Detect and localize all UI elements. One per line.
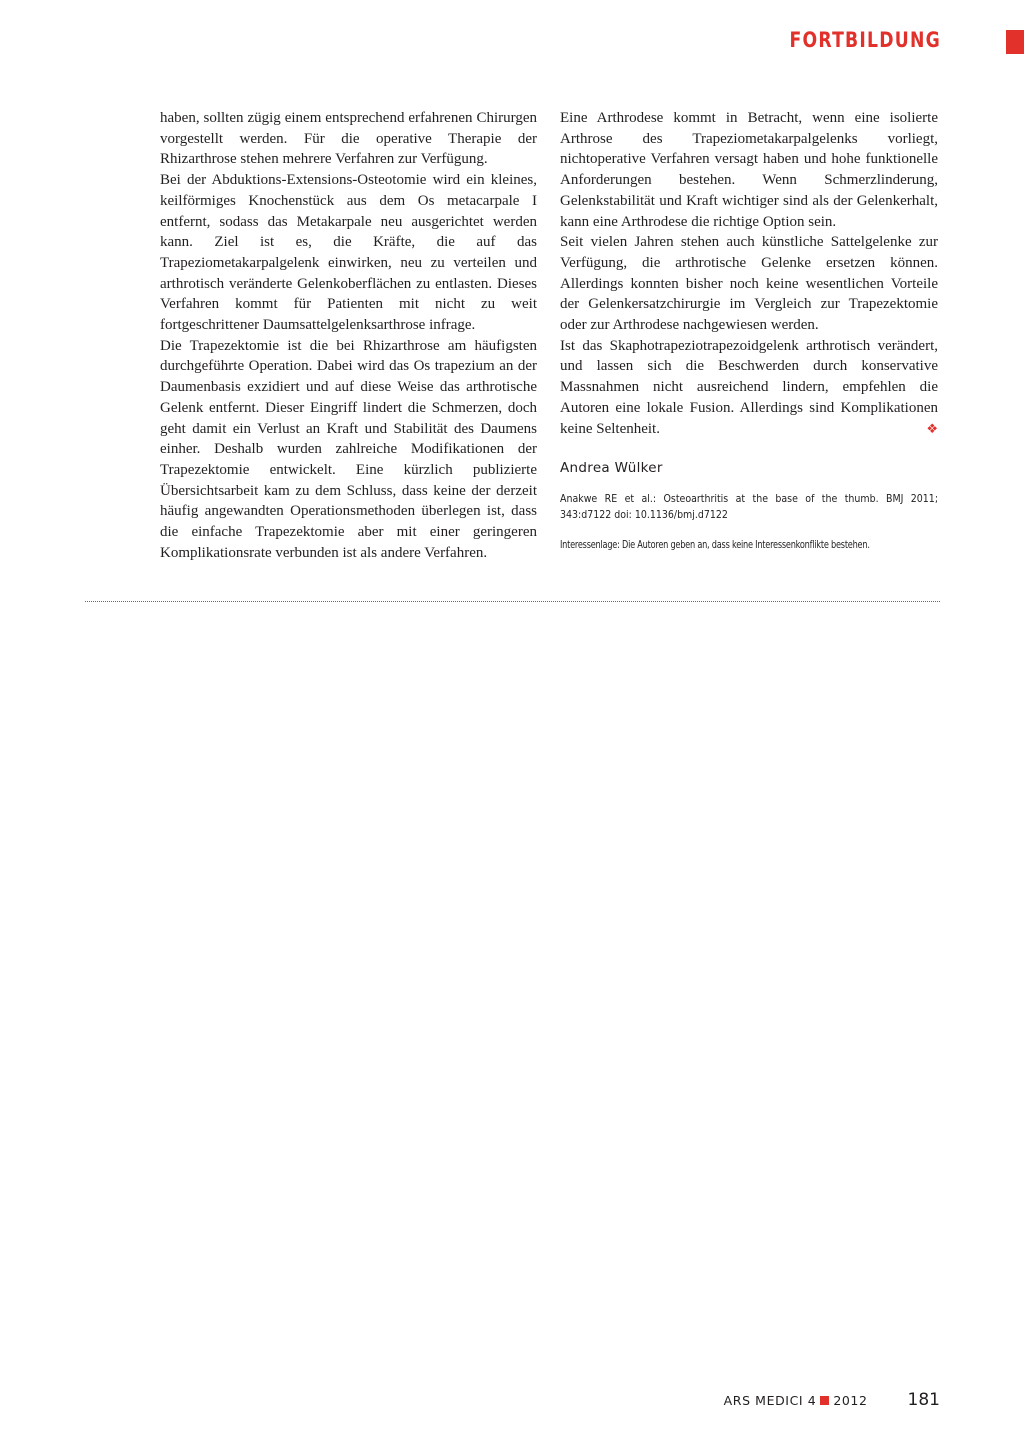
page-footer [700, 1390, 940, 1414]
reference-citation [560, 491, 938, 523]
section-marker-bar [1006, 30, 1024, 54]
paragraph: Seit vielen Jahren stehen auch künstliche Sattelgelenke zur Verfügung, die arthrotische Gelenke ersetzen können. Allerdings konnten bisher noch keine wesentlichen Vorteile der Gelenkersatzchirurgie im Vergleich zur Trapezektomie oder zur Arthrodese nachgewiesen werden. [560, 234, 938, 334]
reference-text: Anakwe RE et al.: Osteoarthritis at the base of the thumb. BMJ 2011; 343:d7122 doi: 10.1136/bmj.d7122 [560, 493, 938, 522]
section-title: FORTBILDUNG [789, 28, 941, 52]
paragraph: Eine Arthrodese kommt in Betracht, wenn eine isolierte Arthrose des Trapeziometakarpalgelenks vorliegt, nichtoperative Verfahren versagt haben und hohe funktionelle Anforderungen bestehen. Wenn Schmerzlinderung, Gelenkstabilität und Kraft wichtiger sind als der Gelenkerhalt, kann eine Arthrodese die richtige Option sein. [560, 110, 938, 230]
footer-journal-info [724, 1390, 940, 1410]
dotted-divider [85, 601, 940, 602]
author-name: Andrea Wülker [560, 460, 663, 477]
journal-name: ARS MEDICI 4 [723, 1393, 817, 1408]
article-column-left [160, 108, 537, 563]
journal-year: 2012 [833, 1393, 868, 1408]
conflict-of-interest-statement [560, 537, 938, 553]
paragraph: Die Trapezektomie ist die bei Rhizarthrose am häufigsten durchgeführte Operation. Dabei wird das Os trapezium an der Daumenbasis exzidiert und auf diese Weise das arthrotische Gelenk entfernt. Dieser Eingriff lindert die Schmerzen, doch geht damit ein Verlust an Kraft und Stabilität des Daumens einher. Deshalb wurden zahlreiche Modifikationen der Trapezektomie entwickelt. Eine kürzlich publizierte Übersichtsarbeit kam zu dem Schluss, dass keine der derzeit häufig angewandten Operationsmethoden überlegen ist, dass die einfache Trapezektomie aber mit einer geringeren Komplikationsrate verbunden ist als andere Verfahren. [160, 337, 537, 561]
page-number: 181 [907, 1390, 940, 1410]
paragraph: haben, sollten zügig einem entsprechend erfahrenen Chirurgen vorgestellt werden. Für die operative Therapie der Rhizarthrose stehen mehrere Verfahren zur Verfügung. [160, 110, 537, 168]
separator-square-icon [820, 1396, 829, 1405]
paragraph-last [560, 336, 938, 440]
interests-text: Interessenlage: Die Autoren geben an, dass keine Interessenkonflikte bestehen. [560, 539, 870, 552]
article-column-right [560, 108, 938, 553]
paragraph-text: Ist das Skaphotrapeziotrapezoidgelenk arthrotisch verändert, und lassen sich die Beschwerden durch konservative Massnahmen nicht ausreichend lindern, empfehlen die Autoren eine lokale Fusion. Allerdings sind Komplikationen keine Seltenheit. [560, 337, 938, 437]
end-of-article-icon: ❖ [926, 420, 938, 436]
paragraph: Bei der Abduktions-Extensions-Osteotomie wird ein kleines, keilförmiges Knochenstück aus dem Os metacarpale I entfernt, sodass das Metakarpale neu ausgerichtet werden kann. Ziel ist es, die Kräfte, die auf das Trapeziometakarpalgelenk einwirken, neu zu verteilen und arthrotisch veränderte Gelenkoberflächen zu entlasten. Dieses Verfahren kommt für Patienten mit nicht zu weit fortgeschrittener Daumsattelgelenksarthrose infrage. [160, 172, 537, 334]
